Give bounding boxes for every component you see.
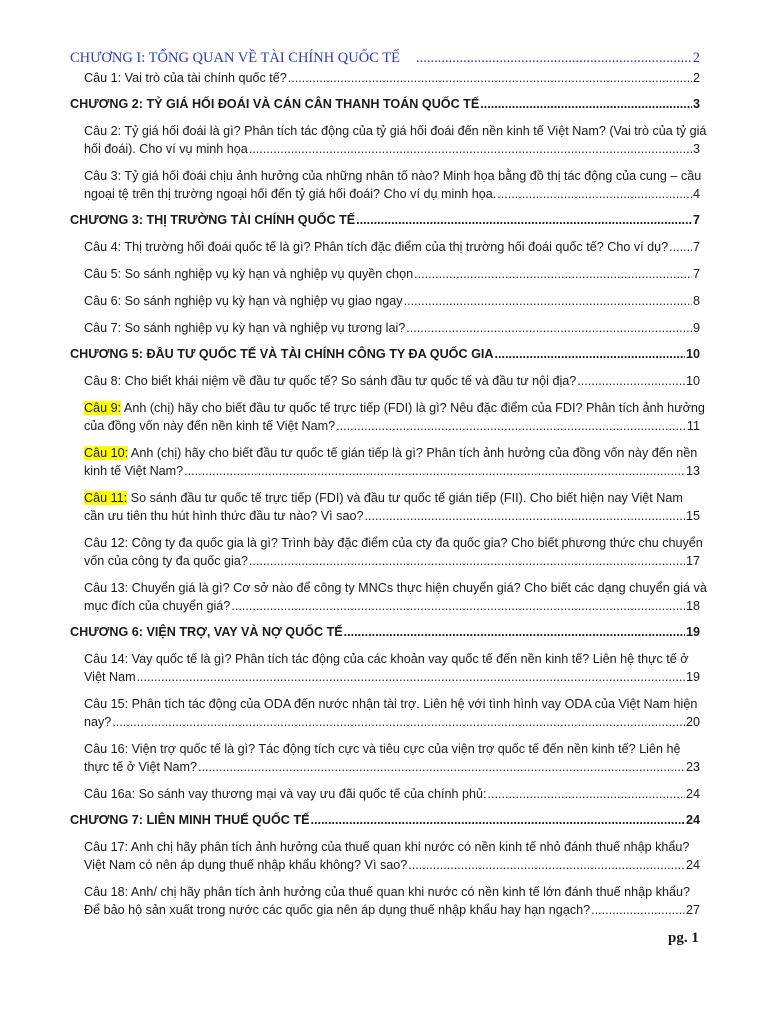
- toc-page-number: 13: [685, 464, 700, 478]
- toc-question-13[interactable]: [84, 579, 707, 615]
- toc-text-line: Anh (chị) hãy cho biết đầu tư quốc tế gián tiếp là gì? Phân tích ảnh hưởng của đồng vốn này đến nền: [128, 446, 698, 460]
- toc-text-line: Việt Nam: [84, 670, 136, 684]
- toc-question-18[interactable]: [84, 883, 700, 919]
- toc-question-3[interactable]: [84, 167, 700, 203]
- toc-text: Câu 5: So sánh nghiệp vụ kỳ hạn và nghiệp vụ quyền chọn: [84, 267, 414, 281]
- toc-text: Câu 1: Vai trò của tài chính quốc tế?: [84, 71, 287, 85]
- toc-page-number: 17: [685, 554, 700, 568]
- toc-text-line: nay?: [84, 715, 112, 729]
- toc-question-8[interactable]: [84, 372, 700, 390]
- toc-text-line: Câu 2: Tỷ giá hối đoái là gì? Phân tích tác động của tỷ giá hối đoái đến nền kinh tế Việt Nam? (Vai trò của tỷ giá: [84, 124, 707, 138]
- toc-page-number: 20: [685, 715, 700, 729]
- toc-text-line: ngoại tệ trên thị trường ngoại hối đến tỷ giá hối đoái? Cho ví dụ minh họa.: [84, 187, 497, 201]
- toc-page-number: 24: [685, 858, 700, 872]
- highlighted-label: Câu 9:: [84, 401, 122, 415]
- toc-text-line: vốn của công ty đa quốc gia?: [84, 554, 248, 568]
- toc-page-number: 4: [692, 187, 700, 201]
- highlighted-label: Câu 10:: [84, 446, 129, 460]
- toc-text-line: Câu 12: Công ty đa quốc gia là gì? Trình bày đặc điểm của cty đa quốc gia? Cho biết phương thức chu chuyển: [84, 536, 703, 550]
- toc-page-number: 18: [685, 599, 700, 613]
- toc-title: CHƯƠNG I: TỔNG QUAN VỀ TÀI CHÍNH QUỐC TẾ: [70, 50, 400, 66]
- toc-page-number: 9: [692, 321, 700, 335]
- toc-text-line: Câu 16: Viện trợ quốc tế là gì? Tác động tích cực và tiêu cực của viện trợ quốc tế đến nền kinh tế? Liên hệ: [84, 742, 681, 756]
- toc-text-line: của đồng vốn này đến nền kinh tế Việt Nam?: [84, 419, 336, 433]
- toc-text-line: Việt Nam có nên áp dụng thuế nhập khẩu không? Vì sao?: [84, 858, 408, 872]
- toc-question-7[interactable]: [84, 319, 700, 337]
- toc-question-9[interactable]: [84, 399, 705, 435]
- toc-text: Câu 4: Thị trường hối đoái quốc tế là gì? Phân tích đặc điểm của thị trường hối đoái quốc tế? Cho ví dụ?: [84, 240, 669, 254]
- page-number-footer: pg. 1: [668, 930, 699, 946]
- toc-chapter-3[interactable]: [70, 212, 700, 229]
- toc-question-12[interactable]: [84, 534, 703, 570]
- toc-question-10[interactable]: [84, 444, 700, 480]
- toc-text-line: kinh tế Việt Nam?: [84, 464, 184, 478]
- toc-question-15[interactable]: [84, 695, 700, 731]
- toc-question-5[interactable]: [84, 265, 700, 283]
- toc-text-line: Câu 18: Anh/ chị hãy phân tích ảnh hưởng của thuế quan khi nước có nền kinh tế lớn đánh thuế nhập khẩu?: [84, 885, 690, 899]
- toc-title: CHƯƠNG 6: VIỆN TRỢ, VAY VÀ NỢ QUỐC TẾ: [70, 625, 343, 639]
- toc-text-line: Câu 17: Anh chị hãy phân tích ảnh hưởng của thuế quan khi nước có nền kinh tế nhỏ đánh thuế nhập khẩu?: [84, 840, 690, 854]
- table-of-contents: [70, 50, 707, 919]
- toc-chapter-6[interactable]: [70, 624, 700, 641]
- toc-page-number: 7: [692, 240, 700, 254]
- toc-text: Câu 6: So sánh nghiệp vụ kỳ hạn và nghiệp vụ giao ngay: [84, 294, 403, 308]
- toc-text: Câu 8: Cho biết khái niệm về đầu tư quốc tế? So sánh đầu tư quốc tế và đầu tư nội địa?: [84, 374, 577, 388]
- toc-text-line: Câu 3: Tỷ giá hối đoái chịu ảnh hưởng của những nhân tố nào? Minh họa bằng đồ thị tác động của cung – cầu: [84, 169, 702, 183]
- toc-text-line: Câu 13: Chuyển giá là gì? Cơ sở nào để công ty MNCs thực hiện chuyển giá? Cho biết các dạng chuyển giá và: [84, 581, 707, 595]
- toc-page-number: 19: [685, 670, 700, 684]
- toc-question-11[interactable]: [84, 489, 700, 525]
- highlighted-label: Câu 11:: [84, 491, 128, 505]
- toc-page-number: 3: [692, 142, 700, 156]
- toc-page-number: 8: [692, 294, 700, 308]
- toc-question-16a[interactable]: [84, 785, 700, 803]
- toc-question-16[interactable]: [84, 740, 700, 776]
- toc-question-1[interactable]: [84, 69, 700, 87]
- toc-page-number: 23: [685, 760, 700, 774]
- toc-text: Câu 16a: So sánh vay thương mại và vay ưu đãi quốc tế của chính phủ:: [84, 787, 487, 801]
- toc-chapter-5[interactable]: [70, 346, 700, 363]
- toc-title: CHƯƠNG 2: TỶ GIÁ HỐI ĐOÁI VÀ CÁN CÂN THANH TOÁN QUỐC TẾ: [70, 97, 480, 111]
- toc-page-number: 2: [692, 50, 700, 66]
- toc-text-line: Để bảo hộ sản xuất trong nước các quốc gia nên áp dụng thuế nhập khẩu hay hạn ngạch?: [84, 903, 591, 917]
- toc-text-line: Câu 15: Phân tích tác động của ODA đến nước nhận tài trợ. Liên hệ với tình hình vay ODA của Việt Nam hiện: [84, 697, 698, 711]
- toc-chapter-7[interactable]: [70, 812, 700, 829]
- toc-page-number: 27: [685, 903, 700, 917]
- toc-question-2[interactable]: [84, 122, 707, 158]
- toc-chapter-2[interactable]: [70, 96, 700, 113]
- toc-page-number: 11: [686, 419, 700, 433]
- toc-text-line: So sánh đầu tư quốc tế trực tiếp (FDI) và đầu tư quốc tế gián tiếp (FII). Cho biết hiện nay Việt Nam: [127, 491, 683, 505]
- toc-page-number: 24: [685, 813, 700, 827]
- toc-page-number: 7: [692, 267, 700, 281]
- toc-chapter-1[interactable]: [70, 50, 700, 67]
- toc-title: CHƯƠNG 3: THỊ TRƯỜNG TÀI CHÍNH QUỐC TẾ: [70, 213, 356, 227]
- toc-question-14[interactable]: [84, 650, 700, 686]
- toc-text: Câu 7: So sánh nghiệp vụ kỳ hạn và nghiệp vụ tương lai?: [84, 321, 406, 335]
- toc-page-number: 2: [692, 71, 700, 85]
- toc-question-6[interactable]: [84, 292, 700, 310]
- toc-question-4[interactable]: [84, 238, 700, 256]
- toc-page-number: 10: [685, 347, 700, 361]
- toc-page-number: 24: [685, 787, 700, 801]
- toc-text-line: Anh (chị) hãy cho biết đầu tư quốc tế trực tiếp (FDI) là gì? Nêu đặc điểm của FDI? Phân tích ảnh hưởng: [121, 401, 705, 415]
- toc-page-number: 10: [685, 374, 700, 388]
- toc-page-number: 3: [692, 97, 700, 111]
- toc-title: CHƯƠNG 5: ĐẦU TƯ QUỐC TẾ VÀ TÀI CHÍNH CÔNG TY ĐA QUỐC GIA: [70, 347, 494, 361]
- toc-page-number: 15: [685, 509, 700, 523]
- toc-text-line: mục đích của chuyển giá?: [84, 599, 231, 613]
- toc-page-number: 7: [692, 213, 700, 227]
- toc-text-line: thực tế ở Việt Nam?: [84, 760, 198, 774]
- toc-title: CHƯƠNG 7: LIÊN MINH THUẾ QUỐC TẾ: [70, 813, 310, 827]
- toc-page-number: 19: [685, 625, 700, 639]
- toc-text-line: Câu 14: Vay quốc tế là gì? Phân tích tác động của các khoản vay quốc tế đến nền kinh tế? Liên hệ thực tế ở: [84, 652, 689, 666]
- toc-text-line: cần ưu tiên thu hút hình thức đầu tư nào? Vì sao?: [84, 509, 364, 523]
- toc-text-line: hối đoái). Cho ví vụ minh họa: [84, 142, 248, 156]
- toc-question-17[interactable]: [84, 838, 700, 874]
